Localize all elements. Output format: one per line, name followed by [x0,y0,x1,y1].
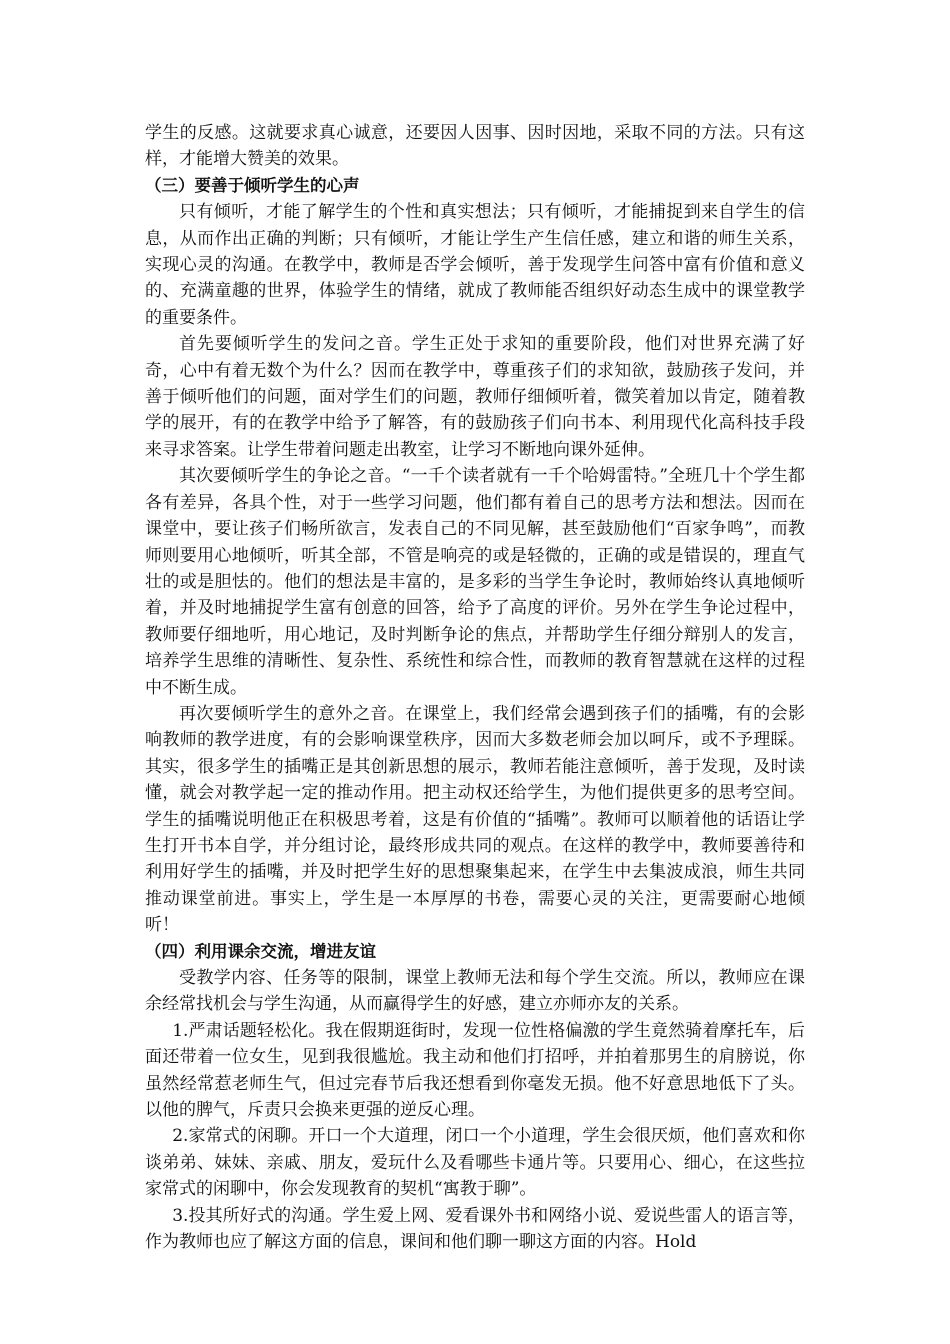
paragraph-listening-intro: 只有倾听，才能了解学生的个性和真实想法；只有倾听，才能捕捉到来自学生的信息，从而作出正确的判断；只有倾听，才能让学生产生信任感，建立和谐的师生关系，实现心灵的沟通。在教学中，教师是否学会倾听，善于发现学生问答中富有价值和意义的、充满童趣的世界，体验学生的情绪，就成了教师能否组织好动态生成中的课堂教学的重要条件。 [145,202,805,328]
section-heading-after-class: （四）利用课余交流，增进友谊 [145,941,376,961]
paragraph-praise-ending: 学生的反感。这就要求真心诚意，还要因人因事、因时因地，采取不同的方法。只有这样，才能增大赞美的效果。 [145,123,805,170]
paragraph-after-class-intro: 受教学内容、任务等的限制，课堂上教师无法和每个学生交流。所以，教师应在课余经常找机会与学生沟通，从而赢得学生的好感，建立亦师亦友的关系。 [145,968,805,1015]
paragraph-questions: 首先要倾听学生的发问之音。学生正处于求知的重要阶段，他们对世界充满了好奇，心中有着无数个为什么？因而在教学中，尊重孩子们的求知欲，鼓励孩子发问，并善于倾听他们的问题，面对学生们的问题，教师仔细倾听着，微笑着加以肯定，随着教学的展开，有的在教学中给予了解答，有的鼓励孩子们向书本、利用现代化高科技手段来寻求答案。让学生带着问题走出教室，让学习不断地向课外延伸。 [145,334,805,460]
document-page [145,120,805,1255]
section-heading-listening: （三）要善于倾听学生的心声 [145,175,360,195]
list-item-3: 3.投其所好式的沟通。学生爱上网、爱看课外书和网络小说、爱说些雷人的语言等，作为教师也应了解这方面的信息，课间和他们聊一聊这方面的内容。Hold [145,1205,805,1253]
list-item-2: 2.家常式的闲聊。开口一个大道理，闭口一个小道理，学生会很厌烦，他们喜欢和你谈弟弟、妹妹、亲戚、朋友，爱玩什么及看哪些卡通片等。只要用心、细心，在这些拉家常式的闲聊中，你会发现教育的契机“寓教于聊”。 [145,1126,805,1200]
paragraph-debate: 其次要倾听学生的争论之音。“一千个读者就有一千个哈姆雷特。”全班几十个学生都各有差异，各具个性，对于一些学习问题，他们都有着自己的思考方法和想法。因而在课堂中，要让孩子们畅所欲言，发表自己的不同见解，甚至鼓励他们“百家争鸣”，而教师则要用心地倾听，听其全部，不管是响亮的或是轻微的，正确的或是错误的，理直气壮的或是胆怯的。他们的想法是丰富的，是多彩的当学生争论时，教师始终认真地倾听着，并及时地捕捉学生富有创意的回答，给予了高度的评价。另外在学生争论过程中，教师要仔细地听，用心地记，及时判断争论的焦点，并帮助学生仔细分辩别人的发言，培养学生思维的清晰性、复杂性、系统性和综合性，而教师的教育智慧就在这样的过程中不断生成。 [145,466,805,698]
paragraph-interruptions: 再次要倾听学生的意外之音。在课堂上，我们经常会遇到孩子们的插嘴，有的会影响教师的教学进度，有的会影响课堂秩序，因而大多数老师会加以呵斥，或不予理睬。其实，很多学生的插嘴正是其创新思想的展示，教师若能注意倾听，善于发现，及时读懂，就会对教学起一定的推动作用。把主动权还给学生，为他们提供更多的思考空间。学生的插嘴说明他正在积极思考着，这是有价值的“插嘴”。教师可以顺着他的话语让学生打开书本自学，并分组讨论，最终形成共同的观点。在这样的教学中，教师要善待和利用好学生的插嘴，并及时把学生好的思想聚集起来，在学生中去集波成浪，师生共同推动课堂前进。事实上，学生是一本厚厚的书卷，需要心灵的关注，更需要耐心地倾听！ [145,703,805,936]
list-item-1: 1.严肃话题轻松化。我在假期逛街时，发现一位性格偏激的学生竟然骑着摩托车，后面还带着一位女生，见到我很尴尬。我主动和他们打招呼，并拍着那男生的肩膀说，你虽然经常惹老师生气，但过完春节后我还想看到你毫发无损。他不好意思地低下了头。以他的脾气，斥责只会换来更强的逆反心理。 [145,1020,805,1121]
